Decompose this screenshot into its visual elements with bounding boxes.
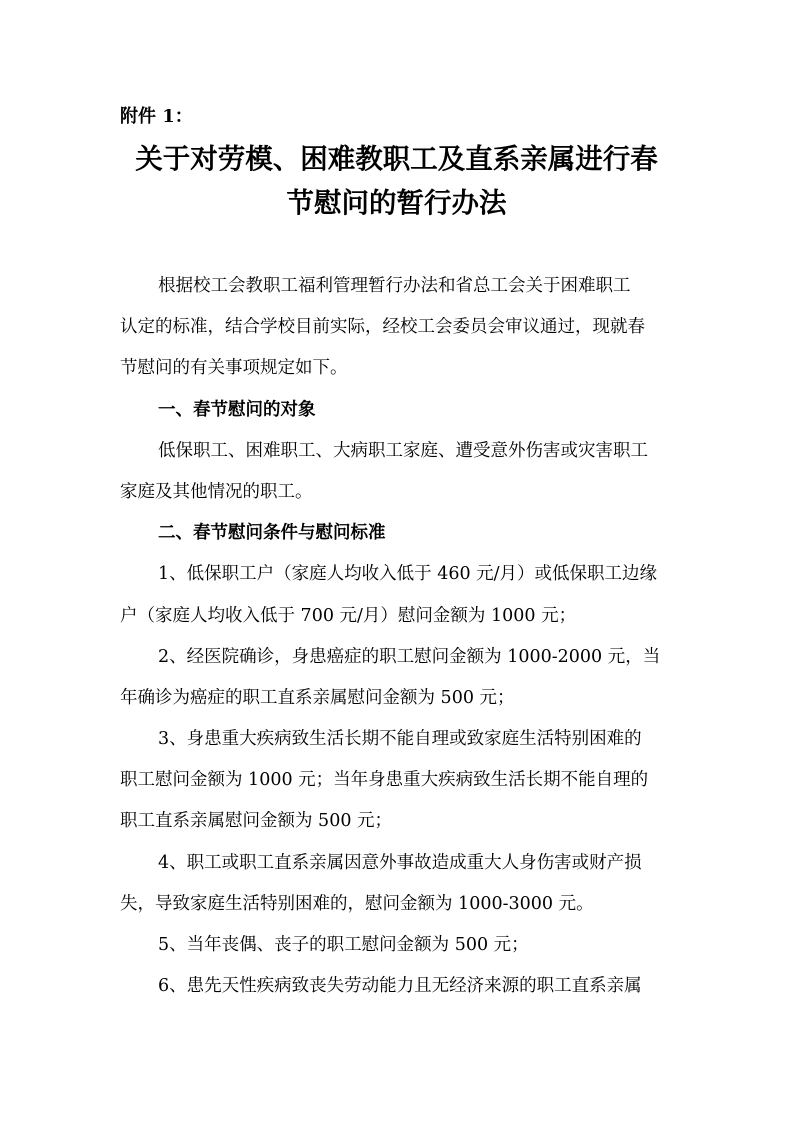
intro-paragraph-line: 节慰问的有关事项规定如下。 [120, 358, 348, 379]
section-1-text-line: 低保职工、困难职工、大病职工家庭、遭受意外伤害或灾害职工 [158, 440, 648, 461]
item-4-line: 4、职工或职工直系亲属因意外事故造成重大人身伤害或财产损 [158, 852, 642, 873]
section-2-heading: 二、春节慰问条件与慰问标准 [158, 523, 386, 544]
item-1-line: 1、低保职工户（家庭人均收入低于 460 元/月）或低保职工边缘 [158, 564, 658, 585]
intro-paragraph-line: 根据校工会教职工福利管理暂行办法和省总工会关于困难职工 [158, 276, 631, 296]
document-title-line-2: 节慰问的暂行办法 [286, 187, 507, 219]
item-3-line: 职工慰问金额为 1000 元；当年身患重大疾病致生活长期不能自理的 [120, 770, 649, 791]
intro-paragraph-line: 认定的标准，结合学校目前实际，经校工会委员会审议通过，现就春 [120, 317, 645, 338]
attachment-label: 附件 1： [120, 106, 193, 127]
item-6-line: 6、患先天性疾病致丧失劳动能力且无经济来源的职工直系亲属 [158, 976, 642, 997]
document-body [120, 266, 675, 1007]
item-2-line: 年确诊为癌症的职工直系亲属慰问金额为 500 元； [120, 687, 515, 708]
item-1-line: 户（家庭人均收入低于 700 元/月）慰问金额为 1000 元； [120, 605, 577, 626]
item-3-line: 3、身患重大疾病致生活长期不能自理或致家庭生活特别困难的 [158, 729, 642, 750]
item-3-line: 职工直系亲属慰问金额为 500 元； [120, 811, 393, 832]
document-title-line-1: 关于对劳模、困难教职工及直系亲属进行春 [135, 143, 658, 175]
item-5-line: 5、当年丧偶、丧子的职工慰问金额为 500 元； [158, 935, 529, 955]
item-4-line: 失，导致家庭生活特别困难的，慰问金额为 1000-3000 元。 [120, 893, 594, 914]
item-2-line: 2、经医院确诊，身患癌症的职工慰问金额为 1000-2000 元，当 [158, 646, 661, 667]
section-1-heading: 一、春节慰问的对象 [158, 399, 316, 420]
section-1-text-line: 家庭及其他情况的职工。 [120, 481, 313, 502]
